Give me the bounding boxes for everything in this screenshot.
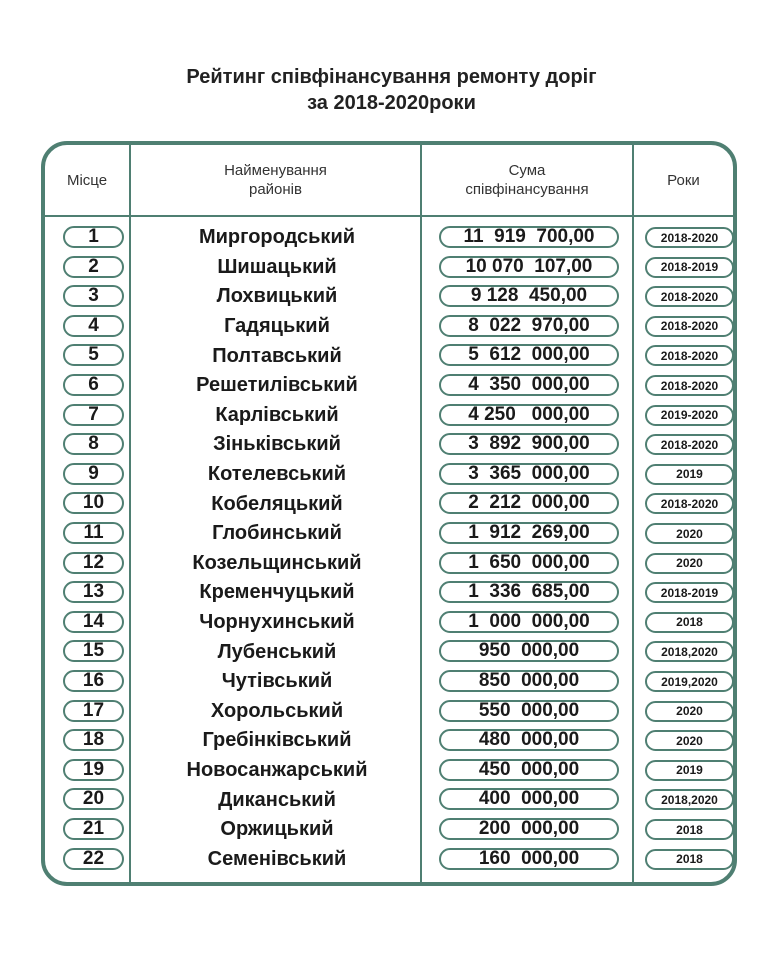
table-row — [45, 815, 735, 845]
table-row — [45, 667, 735, 697]
sum-value: 450 000,00 — [439, 759, 619, 781]
years-badge: 2020 — [645, 553, 734, 574]
place-badge: 16 — [63, 670, 124, 692]
sum-value: 4 350 000,00 — [439, 374, 619, 396]
place-badge: 5 — [63, 344, 124, 366]
sum-value: 1 000 000,00 — [439, 611, 619, 633]
years-badge: 2018-2020 — [645, 286, 734, 307]
table-row — [45, 253, 735, 283]
years-badge: 2018-2019 — [645, 257, 734, 278]
table-row — [45, 549, 735, 579]
table-row — [45, 430, 735, 460]
header-district-line-1: Найменування — [224, 162, 327, 179]
district-name: Лохвицький — [216, 285, 338, 308]
sum-value: 160 000,00 — [439, 848, 619, 870]
years-badge: 2018-2020 — [645, 227, 734, 248]
district-name: Чутівський — [221, 670, 333, 693]
title-line-1: Рейтинг співфінансування ремонту доріг — [186, 66, 597, 88]
rating-table — [41, 141, 737, 886]
years-badge: 2018 — [645, 612, 734, 633]
district-name: Хорольський — [210, 699, 344, 722]
place-badge: 18 — [63, 729, 124, 751]
years-badge: 2020 — [645, 701, 734, 722]
table-row — [45, 785, 735, 815]
district-name: Семенівський — [207, 847, 347, 870]
place-badge: 12 — [63, 552, 124, 574]
years-badge: 2018-2020 — [645, 375, 734, 396]
table-row — [45, 519, 735, 549]
place-badge: 19 — [63, 759, 124, 781]
sum-value: 1 912 269,00 — [439, 522, 619, 544]
sum-value: 200 000,00 — [439, 818, 619, 840]
header-place-label: Місце — [66, 171, 108, 189]
years-badge: 2019 — [645, 464, 734, 485]
years-badge: 2018-2020 — [645, 493, 734, 514]
district-name: Гребінківський — [202, 729, 352, 752]
table-row — [45, 608, 735, 638]
sum-value: 2 212 000,00 — [439, 492, 619, 514]
district-name: Оржицький — [220, 818, 334, 841]
place-badge: 3 — [63, 285, 124, 307]
table-row — [45, 845, 735, 875]
place-badge: 2 — [63, 256, 124, 278]
place-badge: 22 — [63, 848, 124, 870]
table-row — [45, 282, 735, 312]
place-badge: 17 — [63, 700, 124, 722]
place-badge: 15 — [63, 640, 124, 662]
place-badge: 9 — [63, 463, 124, 485]
district-name: Кременчуцький — [199, 581, 355, 604]
years-badge: 2018,2020 — [645, 789, 734, 810]
header-sum-line-2: співфінансування — [465, 181, 589, 198]
header-district — [131, 145, 420, 215]
sum-value: 1 336 685,00 — [439, 581, 619, 603]
place-badge: 4 — [63, 315, 124, 337]
header-divider — [45, 215, 733, 217]
district-name: Полтавський — [212, 344, 342, 367]
header-place — [45, 145, 129, 215]
district-name: Гадяцький — [224, 315, 330, 338]
table-row — [45, 756, 735, 786]
sum-value: 4 250 000,00 — [439, 404, 619, 426]
place-badge: 10 — [63, 492, 124, 514]
years-badge: 2018-2019 — [645, 582, 734, 603]
table-row — [45, 489, 735, 519]
district-name: Миргородський — [198, 226, 356, 249]
sum-value: 9 128 450,00 — [439, 285, 619, 307]
table-row — [45, 726, 735, 756]
sum-value: 8 022 970,00 — [439, 315, 619, 337]
place-badge: 21 — [63, 818, 124, 840]
years-badge: 2018 — [645, 849, 734, 870]
years-badge: 2020 — [645, 730, 734, 751]
district-name: Карлівський — [215, 403, 339, 426]
sum-value: 10 070 107,00 — [439, 256, 619, 278]
place-badge: 6 — [63, 374, 124, 396]
sum-value: 5 612 000,00 — [439, 344, 619, 366]
table-row — [45, 697, 735, 727]
header-sum — [422, 145, 632, 215]
years-badge: 2019-2020 — [645, 405, 734, 426]
title-line-2: за 2018-2020роки — [307, 92, 476, 114]
table-row — [45, 341, 735, 371]
sum-value: 1 650 000,00 — [439, 552, 619, 574]
place-badge: 14 — [63, 611, 124, 633]
years-badge: 2018,2020 — [645, 641, 734, 662]
header-years — [634, 145, 733, 215]
years-badge: 2020 — [645, 523, 734, 544]
years-badge: 2018-2020 — [645, 345, 734, 366]
page-title — [0, 64, 783, 116]
sum-value: 850 000,00 — [439, 670, 619, 692]
header-sum-line-1: Сума — [508, 162, 546, 179]
years-badge: 2018-2020 — [645, 434, 734, 455]
sum-value: 950 000,00 — [439, 640, 619, 662]
sum-value: 400 000,00 — [439, 788, 619, 810]
table-row — [45, 637, 735, 667]
sum-value: 550 000,00 — [439, 700, 619, 722]
table-row — [45, 312, 735, 342]
sum-value: 11 919 700,00 — [439, 226, 619, 248]
table-row — [45, 460, 735, 490]
sum-value: 3 892 900,00 — [439, 433, 619, 455]
district-name: Шишацький — [217, 255, 337, 278]
header-district-line-2: районів — [248, 181, 302, 198]
table-row — [45, 371, 735, 401]
place-badge: 20 — [63, 788, 124, 810]
years-badge: 2018 — [645, 819, 734, 840]
district-name: Решетилівський — [196, 374, 358, 397]
table-row — [45, 578, 735, 608]
district-name: Козельщинський — [192, 551, 362, 574]
place-badge: 11 — [63, 522, 124, 544]
years-badge: 2018-2020 — [645, 316, 734, 337]
district-name: Котелевський — [207, 463, 347, 486]
years-badge: 2019 — [645, 760, 734, 781]
district-name: Лубенський — [217, 640, 337, 663]
header-years-label: Роки — [667, 171, 700, 189]
sum-value: 3 365 000,00 — [439, 463, 619, 485]
table-row — [45, 401, 735, 431]
district-name: Зіньківський — [213, 433, 341, 456]
sum-value: 480 000,00 — [439, 729, 619, 751]
years-badge: 2019,2020 — [645, 671, 734, 692]
district-name: Кобеляцький — [211, 492, 343, 515]
table-row — [45, 223, 735, 253]
place-badge: 1 — [63, 226, 124, 248]
district-name: Новосанжарський — [186, 759, 368, 782]
district-name: Глобинський — [212, 522, 342, 545]
place-badge: 8 — [63, 433, 124, 455]
place-badge: 13 — [63, 581, 124, 603]
district-name: Диканський — [218, 788, 336, 811]
district-name: Чорнухинський — [199, 611, 355, 634]
place-badge: 7 — [63, 404, 124, 426]
